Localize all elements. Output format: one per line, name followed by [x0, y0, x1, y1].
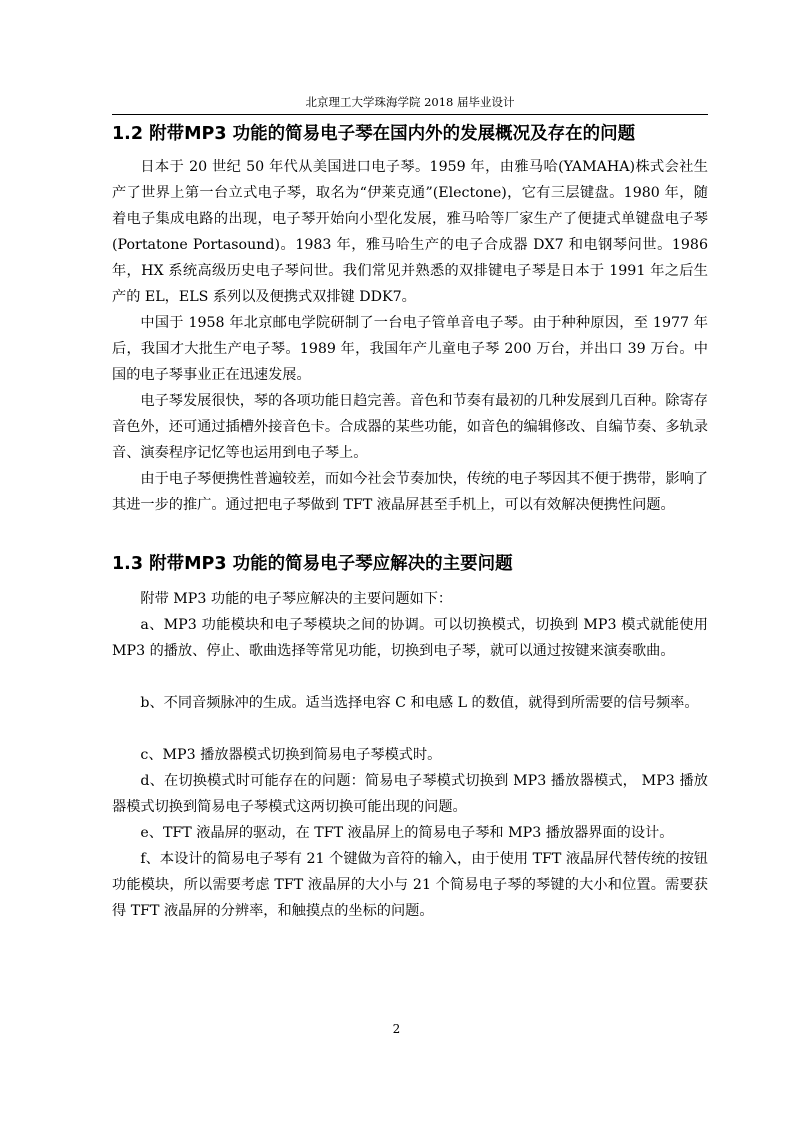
paragraph-portability-issue: 由于电子琴便携性普遍较差，而如今社会节奏加快，传统的电子琴因其不便于携带，影响了其进一步的推广。通过把电子琴做到 TFT 液晶屏甚至手机上，可以有效解决便携性问题。 — [112, 471, 708, 513]
page-header: 北京理工大学珠海学院 2018 届毕业设计 — [112, 95, 708, 115]
paragraph-problems-intro: 附带 MP3 功能的电子琴应解决的主要问题如下： — [140, 591, 453, 607]
paragraph-feature-development: 电子琴发展很快，琴的各项功能日趋完善。音色和节奏有最初的几种发展到几百种。除寄存音色外，还可通过插槽外接音色卡。合成器的某些功能，如音色的编辑修改、自编节奏、多轨录音、演奏程序记忆等也运用到电子琴上。 — [112, 393, 708, 461]
paragraph-item-a: a、MP3 功能模块和电子琴模块之间的协调。可以切换模式，切换到 MP3 模式就能使用 MP3 的播放、停止、歌曲选择等常见功能，切换到电子琴，就可以通过按键来演奏歌曲。 — [112, 617, 708, 659]
section-title-1-3: 1.3 附带MP3 功能的简易电子琴应解决的主要问题 — [112, 554, 513, 574]
paragraph-japan-history: 日本于 20 世纪 50 年代从美国进口电子琴。1959 年，由雅马哈(YAMAHA)株式会社生产了世界上第一台立式电子琴，取名为“伊莱克通”(Electone)，它有三层键盘。1980 年，随着电子集成电路的出现，电子琴开始向小型化发展，雅马哈等厂家生产了便捷式单键盘电子琴(Portatone Portasound)。1983 年，雅马哈生产的电子合成器 DX7 和电钢琴问世。1986 年，HX 系统高级历史电子琴问世。我们常见并熟悉的双排键电子琴是日本于 1991 年之后生产的 EL，ELS 系列以及便携式双排键 DDK7。 — [112, 159, 708, 305]
section-title-1-2: 1.2 附带MP3 功能的简易电子琴在国内外的发展概况及存在的问题 — [112, 124, 636, 144]
paragraph-item-e: e、TFT 液晶屏的驱动，在 TFT 液晶屏上的简易电子琴和 MP3 播放器界面的设计。 — [140, 825, 674, 841]
paragraph-item-d: d、在切换模式时可能存在的问题：简易电子琴模式切换到 MP3 播放器模式， MP3 播放器模式切换到简易电子琴模式这两切换可能出现的问题。 — [112, 773, 708, 815]
paragraph-china-history: 中国于 1958 年北京邮电学院研制了一台电子管单音电子琴。由于种种原因，至 1977 年后，我国才大批生产电子琴。1989 年，我国年产儿童电子琴 200 万台，并出口 39 万台。中国的电子琴事业正在迅速发展。 — [112, 315, 708, 383]
paragraph-item-c: c、MP3 播放器模式切换到简易电子琴模式时。 — [140, 747, 442, 763]
paragraph-item-f: f、本设计的简易电子琴有 21 个键做为音符的输入，由于使用 TFT 液晶屏代替传统的按钮功能模块，所以需要考虑 TFT 液晶屏的大小与 21 个简易电子琴的琴键的大小和位置。需要获得 TFT 液晶屏的分辨率，和触摸点的坐标的问题。 — [112, 851, 708, 919]
paragraph-item-b: b、不同音频脉冲的生成。适当选择电容 C 和电感 L 的数值，就得到所需要的信号频率。 — [140, 695, 699, 711]
page-number: 2 — [392, 1022, 401, 1036]
